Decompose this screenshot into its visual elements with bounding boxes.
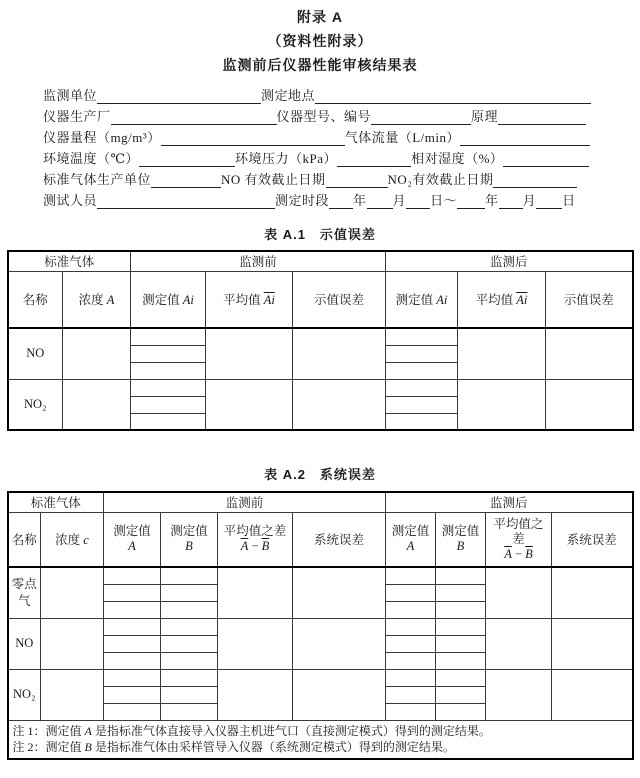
form-label: 月 [392,193,407,208]
blank-cell [161,618,218,635]
blank-cell [552,669,633,720]
blank-cell [552,618,633,669]
form-blank-line [536,192,562,209]
blank-cell [131,362,206,379]
blank-cell [293,328,386,379]
blank-cell [486,567,552,618]
blank-cell [131,413,206,430]
blank-cell [436,669,486,686]
blank-cell [436,584,486,601]
blank-cell [104,635,161,652]
blank-cell [546,379,633,430]
form-label: 日 [562,193,576,208]
blank-cell [63,379,131,430]
form-label: 仪器型号、编号 [276,109,372,124]
blank-cell [161,635,218,652]
table-a2 [7,491,634,760]
blank-cell [436,686,486,703]
blank-cell [104,669,161,686]
blank-cell [436,703,486,720]
t2-gas-row-no2: NO₂ [8,669,41,720]
t2-gas-row-zero: 零点 气 [8,567,41,618]
form-blank-line [139,150,235,167]
t1-conc-col: 浓度 A [63,271,131,328]
blank-cell [436,618,486,635]
t2-before-header: 监测前 [104,492,386,512]
blank-cell [486,618,552,669]
t1-meas-col-before: 测定值 Ai [131,271,206,328]
blank-cell [104,567,161,584]
form-blank-line [337,150,411,167]
t2-diff-col-before: 平均值之差 $\overline{A} - \overline{B}$ [218,512,293,567]
form-blank-line [493,171,577,188]
blank-cell [486,669,552,720]
blank-cell [293,669,386,720]
form-label: 环境压力（kPa） [235,151,338,166]
blank-cell [218,567,293,618]
form-label: 标准气体生产单位 [43,172,152,187]
blank-cell [386,686,436,703]
blank-cell [104,686,161,703]
form-label: NO₂有效截止日期 [387,172,494,187]
blank-cell [206,328,293,379]
blank-cell [386,703,436,720]
t1-err-col-before: 示值误差 [293,271,386,328]
t2-gas-row-no: NO [8,618,41,669]
form-blank-line [371,108,471,125]
blank-cell [206,379,293,430]
t2-conc-col: 浓度 c [41,512,104,567]
blank-cell [161,686,218,703]
form-label: 测试人员 [43,193,98,208]
blank-cell [63,328,131,379]
form-label: 仪器生产厂 [43,109,111,124]
table-a2-caption: 表 A.2 系统误差 [264,467,376,482]
t1-name-col: 名称 [8,271,63,328]
form-label: 原理 [471,109,499,124]
blank-cell [104,584,161,601]
blank-cell [131,328,206,345]
blank-cell [104,703,161,720]
blank-cell [41,567,104,618]
blank-cell [218,618,293,669]
document-title: 监测前后仪器性能审核结果表 [222,57,418,73]
t2-diff-col-after: 平均值之差 $\overline{A} - \overline{B}$ [486,512,552,567]
form-blank-line [97,192,275,209]
blank-cell [458,379,546,430]
blank-cell [386,635,436,652]
form-label: 月 [522,193,537,208]
form-line [43,106,600,127]
blank-cell [386,379,458,396]
blank-cell [131,379,206,396]
blank-cell [436,635,486,652]
t1-gas-row-no2: NO₂ [8,379,63,430]
table-a1-caption: 表 A.1 示值误差 [264,227,376,242]
appendix-subtitle: （资料性附录） [267,33,373,49]
blank-cell [386,413,458,430]
t1-gas-row-no: NO [8,328,63,379]
t2-name-col: 名称 [8,512,41,567]
form-blank-line [367,192,393,209]
blank-cell [41,669,104,720]
form-blank-line [329,192,353,209]
t2-measA-col-before: 测定值 A [104,512,161,567]
document-header [0,0,640,77]
t1-after-header: 监测后 [386,251,633,271]
form-label: 环境温度（℃） [43,151,140,166]
form-line [43,169,600,190]
t1-std-gas-header: 标准气体 [8,251,131,271]
form-blank-line [460,129,590,146]
blank-cell [386,396,458,413]
blank-cell [436,601,486,618]
blank-cell [386,567,436,584]
form-line [43,85,600,106]
blank-cell [104,618,161,635]
blank-cell [386,601,436,618]
blank-cell [131,396,206,413]
t2-err-col-after: 系统误差 [552,512,633,567]
note-1: 注 1：测定值 A 是指标准气体直接导入仪器主机进气口（直接测定模式）得到的测定结果。 [12,723,491,738]
blank-cell [386,328,458,345]
form-label: 仪器量程（mg/m³） [43,130,161,145]
form-line [43,127,600,148]
form-label: 测定地点 [261,88,316,103]
blank-cell [386,618,436,635]
t1-avg-col-after: 平均值 $\overline{Ai}$ [458,271,546,328]
form-blank-line [315,87,591,104]
form-line [43,148,600,169]
blank-cell [436,567,486,584]
blank-cell [161,703,218,720]
blank-cell [386,362,458,379]
form-label: 年 [485,193,499,208]
blank-cell [386,345,458,362]
t1-err-col-after: 示值误差 [546,271,633,328]
blank-cell [161,601,218,618]
t2-measB-col-after: 测定值 B [436,512,486,567]
form-blank-line [498,108,586,125]
info-form [43,85,600,211]
form-blank-line [503,150,589,167]
t1-before-header: 监测前 [131,251,386,271]
form-blank-line [111,108,277,125]
form-blank-line [406,192,430,209]
blank-cell [161,669,218,686]
note-2: 注 2：测定值 B 是指标准气体由采样管导入仪器（系统测定模式）得到的测定结果。 [12,739,455,754]
t1-avg-col-before: 平均值 $\overline{Ai}$ [206,271,293,328]
t2-err-col-before: 系统误差 [293,512,386,567]
blank-cell [293,567,386,618]
t1-meas-col-after: 测定值 Ai [386,271,458,328]
t2-measB-col-before: 测定值 B [161,512,218,567]
appendix-title: 附录 A [297,9,343,25]
form-label: 相对湿度（%） [411,151,504,166]
form-blank-line [457,192,485,209]
form-blank-line [161,129,345,146]
form-blank-line [151,171,221,188]
blank-cell [386,584,436,601]
form-label: 日～ [430,193,458,208]
blank-cell [131,345,206,362]
blank-cell [161,567,218,584]
blank-cell [436,652,486,669]
t2-after-header: 监测后 [386,492,633,512]
form-blank-line [97,87,261,104]
blank-cell [293,379,386,430]
blank-cell [552,567,633,618]
form-line [43,190,600,211]
blank-cell [386,652,436,669]
table-a2-notes [8,720,633,759]
blank-cell [458,328,546,379]
blank-cell [161,652,218,669]
blank-cell [386,669,436,686]
blank-cell [104,601,161,618]
blank-cell [218,669,293,720]
blank-cell [41,618,104,669]
blank-cell [161,584,218,601]
t2-measA-col-after: 测定值 A [386,512,436,567]
form-label: 监测单位 [43,88,98,103]
table-a1 [7,250,634,431]
blank-cell [546,328,633,379]
form-label: NO 有效截止日期 [221,172,326,187]
blank-cell [104,652,161,669]
t2-std-gas-header: 标准气体 [8,492,104,512]
blank-cell [293,618,386,669]
form-label: 测定时段 [275,193,330,208]
form-blank-line [326,171,388,188]
form-blank-line [499,192,523,209]
form-label: 年 [353,193,367,208]
form-label: 气体流量（L/min） [344,130,461,145]
